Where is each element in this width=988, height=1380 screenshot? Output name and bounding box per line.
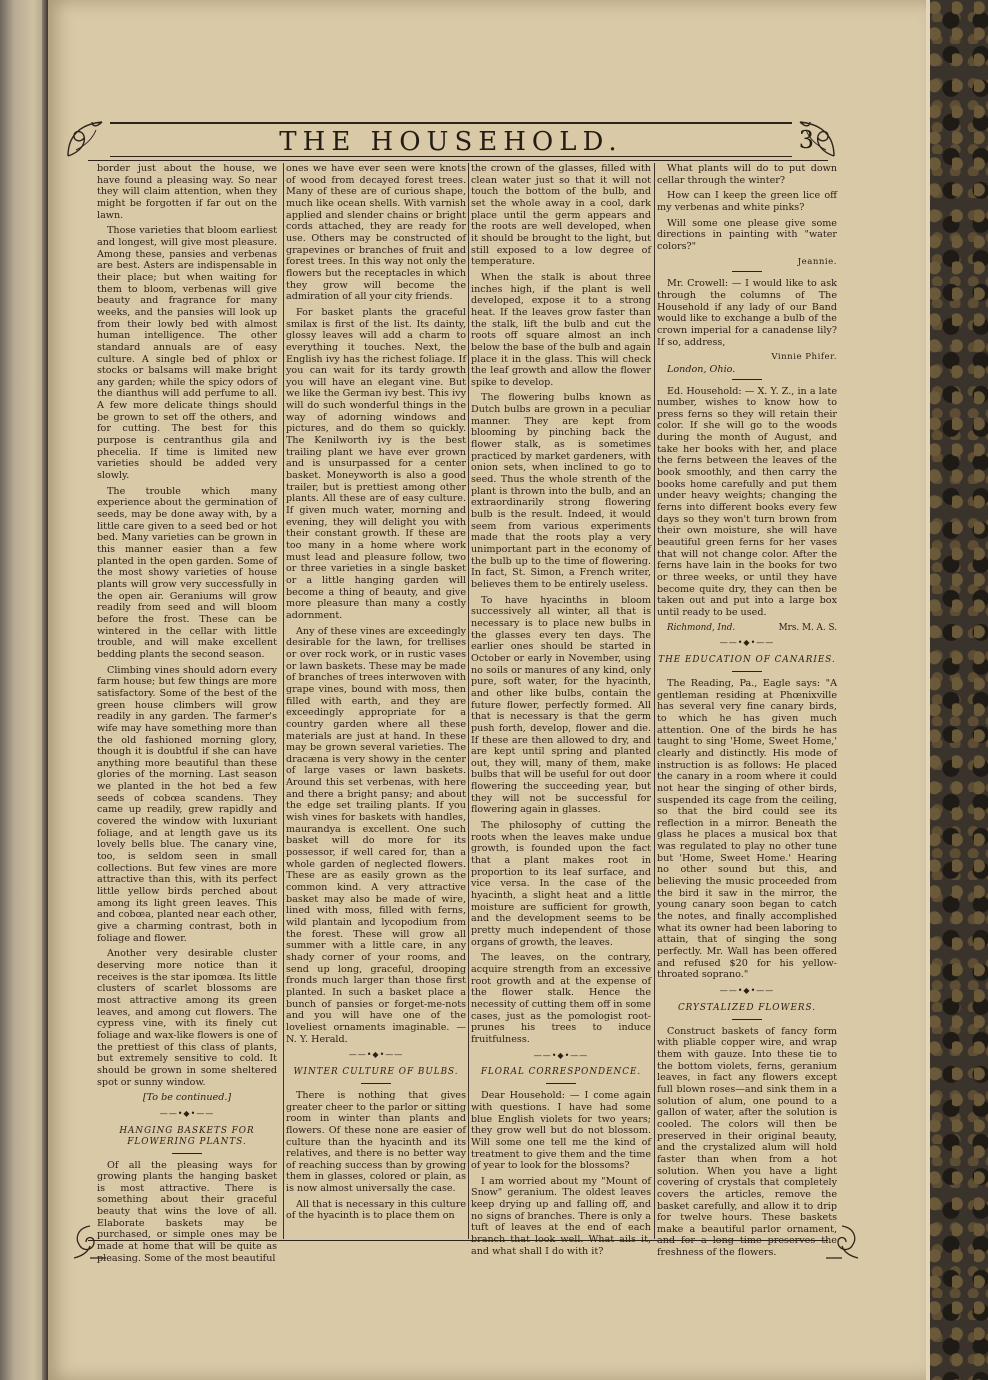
paragraph: To have hyacinths in bloom successively all winter, all that is necessary is to place new bulbs in the glasses every ten days. The earlier ones should be started in October or early in November, using no soils or manures of any kind, only pure, soft water, for the hyacinth, and other like bulbs, contain the future flower, perfectly formed. All that is necessary is that the germ push forth, develop, flower and die. If these are then allowed to dry, and are kept until spring and planted out, they will, many of them, make bulbs that will be useful for out door flowering the succeeding year, but they will not be successful for flowering again in glasses. — [471, 594, 651, 816]
paragraph: the crown of the glasses, filled with clean water just so that it will not touch the bottom of the bulb, and set the whole away in a cool, dark place until the germ appears and the roots are well developed, when it should be brought to the light, but still exposed to a low degree of temperature. — [471, 163, 651, 268]
column-2 — [286, 163, 466, 1239]
heading-rule — [361, 1083, 391, 1084]
section-divider: ——•◆•—— — [719, 638, 775, 648]
publication-title: THE HOUSEHOLD. — [279, 127, 623, 157]
page-header — [62, 116, 840, 162]
heading-rule — [732, 1019, 762, 1020]
paragraph: Those varieties that bloom earliest and longest, will give most pleasure. Among these, pansies and verbenas are best. Asters are indispensable in their place; but when waiting for them to bloom, verbenas will give beauty and fragrance for many weeks, and the pansies will look up from their lowly bed with almost human intelligence. The other standard annuals are of easy culture. A single bed of phlox or stocks or balsams will make bright any garden; while the spicy odors of the dianthus will add perfume to all. A few more delicate things should be grown to set off the others, and for cutting. The best for this purpose is centranthus gila and phecelia. If time is limited new varieties should be added very slowly. — [97, 225, 277, 482]
paragraph: For basket plants the graceful smilax is first of the list. Its dainty, glossy leaves will add a charm to everything it touches. Next, the English ivy has the richest foliage. If you can wait for its tardy growth you will have an elegant vine. But we like the German ivy best. This ivy will do such wonderful things in the way of adorning windows and pictures, and do them so quickly. The Kenilworth ivy is the best trailing plant we have ever grown and is unsurpassed for a center basket. Moneyworth is also a good trailer, but is prettiest among other plants. All these are of easy culture. If given much water, morning and evening, they will delight you with their constant growth. If these are too many in a home where work must lead and pleasure follow, two or three varieties in a single basket or a little hanging garden will become a thing of beauty, and give more pleasure than many a costly adornment. — [286, 306, 466, 621]
paragraph: Mr. Crowell: — I would like to ask through the columns of The Household if any lady of our Band would like to exchange a bulb of the crown imperial for a canadense lily? If so, address, — [657, 278, 837, 348]
paragraph: The leaves, on the contrary, acquire strength from an excessive root growth and at the expense of the flower stalk. Hence the necessity of cutting them off in some cases, just as the pomologist root-prunes his trees to induce fruitfulness. — [471, 952, 651, 1045]
paragraph: Ed. Household: — X. Y. Z., in a late number, wishes to know how to press ferns so they will retain their color. If she will go to the woods during the month of August, and take her books with her, and place the ferns between the leaves of the book smoothly, and then carry the books home carefully and put them under heavy weights; changing the ferns into different books every few days so they won't turn brown from their own moisture, she will have beautiful green ferns for her vases that will not change color. After the ferns have lain in the books for two or three weeks, or until they have become quite dry, they can then be taken out and put into a large box until ready to be used. — [657, 385, 837, 618]
heading-rule — [172, 1153, 202, 1154]
signature: Jeannie. — [797, 256, 837, 267]
column-3 — [471, 163, 651, 1257]
paragraph: All that is necessary in this culture of the hyacinth is to place them on — [286, 1198, 466, 1222]
column-4 — [657, 163, 837, 1259]
article-heading: HANGING BASKETS FOR FLOWERING PLANTS. — [119, 1125, 255, 1147]
paragraph: How can I keep the green lice off my verbenas and white pinks? — [657, 190, 837, 213]
paragraph: The flowering bulbs known as Dutch bulbs are grown in a peculiar manner. They are kept from blooming by pinching back the flower stalk, as is sometimes practiced by market gardeners, with onion sets, when inclined to go to seed. Thus the whole strenth of the plant is thrown into the bulb, and an extraordinarily strong flowering bulb is the result. Indeed, it would seem from various experiments made that the roots play a very unimportant part in the economy of the bulb up to the time of flowering. In fact, St. Simon, a French writer, believes them to be entirely useless. — [471, 392, 651, 590]
article-columns — [91, 163, 837, 1264]
column-1 — [97, 163, 277, 1264]
paragraph: ones we have ever seen were knots of wood from decayed forest trees. Many of these are of curious shape, much like ocean shells. With varnish applied and slender chains or bright cords attached, they are ready for use. Others may be constructed of grapevines or branches of fruit and forest trees. In this way not only the flowers but the receptacles in which they grow will become the admiration of all your city friends. — [286, 163, 466, 303]
article-heading: WINTER CULTURE OF BULBS. — [293, 1066, 459, 1077]
paragraph: I am worried about my "Mount of Snow" geranium. The oldest leaves keep drying up and falling off, and no signs of branches. There is only a tuft of leaves at the end of each branch that look well. What ails it, and what shall I do with it? — [471, 1175, 651, 1257]
paragraph: border just about the house, we have found a pleasing way. So near they will claim attention, when they might be forgotten if far out on the lawn. — [97, 163, 277, 221]
paragraph: There is nothing that gives greater cheer to the parlor or sitting room in winter than plants and flowers. Of these none are easier of culture than the hyacinth and its relatives, and there is no better way of reaching success than by growing them in glasses, colored or plain, as is now almost universally the case. — [286, 1089, 466, 1195]
signature-place: London, Ohio. — [667, 363, 736, 375]
paragraph: The trouble which many experience about the germination of seeds, may be done away with, by a little care given to a seed bed or hot bed. Many varieties can be grown in this manner easier than a few planted in the open garden. Some of the most showy varieties of house plants will grow very successfully in the open air. Geraniums will grow readily from seed and will bloom before the frost. These can be wintered in the cellar with little trouble, and will make excellent bedding plants the second season. — [97, 485, 277, 660]
paragraph: What plants will do to put down cellar through the winter? — [657, 163, 837, 186]
paragraph: The Reading, Pa., Eagle says: "A gentleman residing at Phœnixville has several very fine canary birds, to which he has given much attention. One of the birds he has taught to sing 'Home, Sweet Home,' clearly and distinctly. His mode of instruction is as follows: He placed the canary in a room where it could not hear the singing of other birds, suspended its cage from the ceiling, so that the bird could see its reflection in a mirror. Beneath the glass he places a musical box that was regulated to play no other tune but 'Home, Sweet Home.' Hearing no other sound but this, and believing the music proceeded from the bird it saw in the mirror, the young canary soon began to catch the notes, and finally accomplished what its owner had been laboring to attain, that of singing the song perfectly. Mr. Wall has been offered and refused $20 for his yellow-throated soprano." — [657, 677, 837, 981]
column-rule — [654, 163, 655, 1239]
column-rule — [283, 163, 284, 1239]
paragraph: Any of these vines are exceedingly desirable for the lawn, for trellises or over rock work, or in rustic vases or lawn baskets. These may be made of branches of trees interwoven with grape vines, bound with moss, then filled with earth, and they are exceedingly appropriate for a country garden where all these materials are just at hand. In these may be grown several varieties. The dracæna is very showy in the center of large vases or lawn baskets. Around this set verbenas, with here and there a bright pansy; and about the edge set trailing plants. If you wish vines for baskets with handles, maurandya is excellent. One such basket will do more for its possessor, if well cared for, than a whole garden of neglected flowers. These are as easily grown as the common kind. A very attractive basket may also be made of wire, lined with moss, filled with ferns, wild plantain and lycopodium from the forest. These will grow all summer with a little care, in any shady corner of your rooms, and send up long, graceful, drooping fronds much larger than those first planted. In such a basket place a bunch of pansies or forget-me-nots and you will have one of the loveliest ornaments imaginable. — N. Y. Herald. — [286, 625, 466, 1045]
paragraph: Will some one please give some directions in painting with "water colors?" — [657, 217, 837, 252]
column-rule — [468, 163, 469, 1239]
section-divider: ——•◆•—— — [348, 1050, 404, 1060]
paragraph: Of all the pleasing ways for growing plants the hanging basket is most attractive. There is something about their graceful beauty that wins the love of all. Elaborate baskets may be purchased, or simple ones may be made at home that will be quite as pleasing. Some of the most beautiful — [97, 1159, 277, 1264]
signature: Vinnie Phifer. — [771, 352, 837, 363]
letter-rule — [732, 271, 762, 272]
frame-rule-bottom — [88, 1240, 828, 1241]
paragraph: The philosophy of cutting the roots when the leaves make undue growth, is founded upon the fact that a plant makes root in proportion to its leaf surface, and vice versa. In the case of the hyacinth, a slight heat and a little moisture are sufficient for growth, and the development seems to be pretty much independent of those organs of growth, the leaves. — [471, 820, 651, 948]
article-heading: CRYSTALIZED FLOWERS. — [677, 1002, 817, 1013]
paragraph: Another very desirable cluster deserving more notice than it receives is the star ipomœa. Its little clusters of scarlet blossoms are most attractive among its green leaves, and among cut flowers. The cypress vine, with its finely cut foliage and wax-like flowers is one of the prettiest of this class of plants, but extremely sensitive to cold. It should be grown in some sheltered spot or sunny window. — [97, 948, 277, 1088]
signature-place: Richmond, Ind. — [667, 622, 736, 633]
section-divider: ——•◆•—— — [159, 1108, 215, 1118]
letter-rule — [732, 379, 762, 380]
article-heading: FLORAL CORRESPONDENCE. — [480, 1067, 642, 1078]
heading-rule — [732, 671, 762, 672]
corner-ornament-icon — [70, 1222, 110, 1262]
paragraph: Climbing vines should adorn every farm house; but few things are more satisfactory. Some of the best of the green house climbers will grow readily in any garden. The farmer's wife may have something more than the old fashioned morning glory, though it is doubtful if she can have anything more beautiful than these glories of the morning. Last season we planted in the hot bed a few seeds of cobœa scandens. They came up readily, grew rapidly and covered the window with luxuriant foliage, and at length gave us its lovely bells blue. The canary vine, too, is seldom seen in small collections. But few vines are more attractive than this, with its perfect little yellow birds perched about among its light green leaves. This and cobœa, planted near each other, give a charming contrast, both in foliage and flower. — [97, 664, 277, 944]
marbled-binding — [930, 0, 988, 1380]
corner-ornament-icon — [780, 116, 840, 162]
section-divider: ——•◆•—— — [719, 986, 775, 995]
article-heading: THE EDUCATION OF CANARIES. — [658, 654, 836, 665]
paragraph: When the stalk is about three inches high, if the plant is well developed, expose it to a strong heat. If the leaves grow faster than the stalk, lift the bulb and cut the roots off square almost an inch below the base of the bulb and again place it in the glass. This will check the leaf growth and allow the flower spike to develop. — [471, 271, 651, 388]
signature: Mrs. M. A. S. — [778, 622, 837, 633]
corner-ornament-icon — [822, 1222, 862, 1262]
heading-rule — [546, 1083, 576, 1084]
page-number: 3 — [798, 126, 814, 154]
continued-note: [To be continued.] — [142, 1092, 232, 1104]
signature-line — [657, 623, 837, 635]
frame-rule-top — [88, 160, 828, 161]
adjacent-page-edge — [0, 0, 48, 1380]
section-divider: ——•◆•—— — [533, 1050, 589, 1060]
paragraph: Dear Household: — I come again with questions. I have had some blue English violets for two years; they grow well but do not blossom. Will some one tell me the kind of treatment to give them and the time of year to look for the blossoms? — [471, 1090, 651, 1172]
paragraph: Construct baskets of fancy form with pliable copper wire, and wrap them with gauze. Into these tie to the bottom violets, ferns, geranium leaves, in fact any flowers except full blown roses—and sink them in a solution of alum, one pound to a gallon of water, after the solution is cooled. The colors will then be preserved in their original beauty, and the crystalized alum will hold faster than when from a hot solution. When you have a light covering of crystals that completely covers the articles, remove the basket carefully, and allow it to drip for twelve hours. These baskets make a beautiful parlor ornament, and for a long time preserves the freshness of the flowers. — [657, 1025, 837, 1259]
